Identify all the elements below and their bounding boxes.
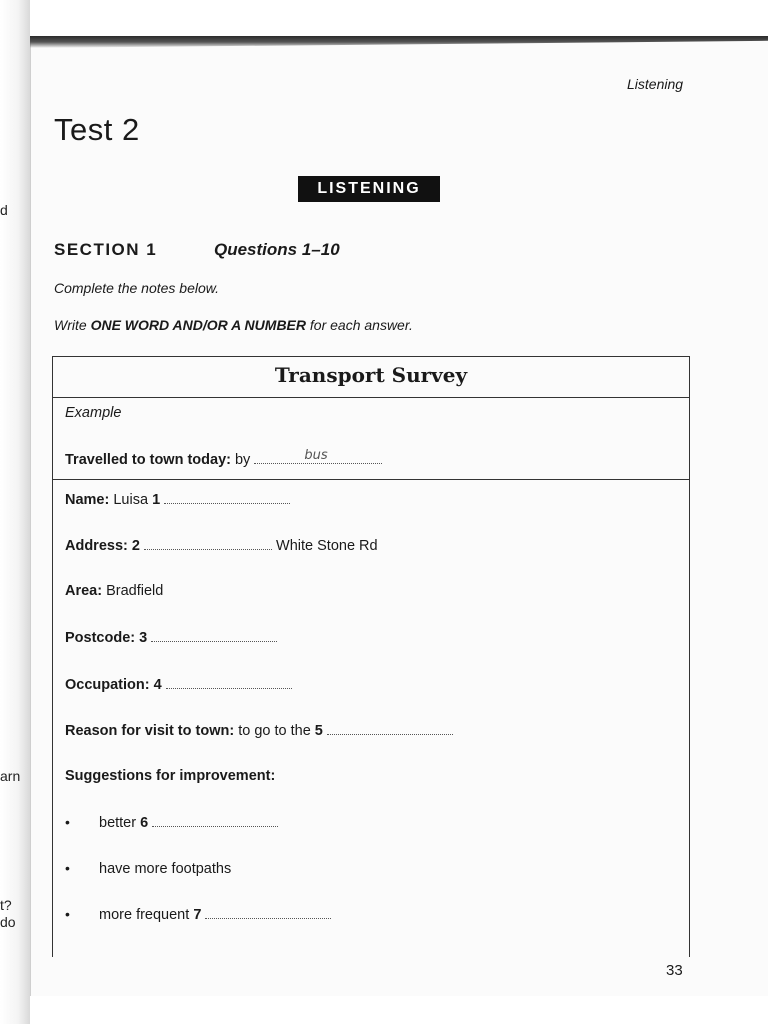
test-title: Test 2 xyxy=(54,112,140,147)
title-divider xyxy=(53,397,689,398)
suggestion-item: • more frequent 7 xyxy=(65,906,331,923)
question-number: 4 xyxy=(153,677,162,693)
answer-blank-3[interactable] xyxy=(151,629,277,642)
row-occupation: Occupation: 4 xyxy=(65,676,292,693)
suggestion-item: • better 6 xyxy=(65,814,278,831)
gutter-fragment: t? xyxy=(0,897,12,913)
answer-blank-5[interactable] xyxy=(327,722,453,735)
instruction-complete-notes: Complete the notes below. xyxy=(54,280,219,296)
example-label: Example xyxy=(65,405,122,421)
gutter-fragment: d xyxy=(0,202,8,218)
page-number: 33 xyxy=(666,962,683,979)
answer-blank-6[interactable] xyxy=(152,814,278,827)
bullet-icon: • xyxy=(65,860,70,876)
example-row: Travelled to town today: by bus xyxy=(65,451,382,468)
question-number: 2 xyxy=(131,538,140,554)
bullet-icon: • xyxy=(65,906,70,922)
gutter-fragment: arn xyxy=(0,768,21,784)
word-limit-emphasis: ONE WORD AND/OR A NUMBER xyxy=(90,317,306,333)
answer-blank-7[interactable] xyxy=(205,906,331,919)
row-suggestions: Suggestions for improvement: xyxy=(65,768,276,784)
answer-blank-2[interactable] xyxy=(144,537,272,550)
row-postcode: Postcode: 3 xyxy=(65,629,277,646)
bullet-icon: • xyxy=(65,814,70,830)
suggestion-item: • have more footpaths xyxy=(65,860,232,877)
question-number: 5 xyxy=(314,723,323,739)
question-number: 1 xyxy=(152,492,161,508)
question-number: 7 xyxy=(193,907,202,923)
questions-range: Questions 1–10 xyxy=(214,240,340,259)
row-reason: Reason for visit to town: to go to the 5 xyxy=(65,722,453,739)
row-name: Name: Luisa 1 xyxy=(65,491,290,508)
running-head: Listening xyxy=(627,76,684,92)
gutter-fragment: do xyxy=(0,914,16,930)
question-number: 6 xyxy=(140,815,149,831)
example-answer-blank xyxy=(254,448,382,464)
section-label: SECTION 1 xyxy=(54,240,158,259)
answer-blank-4[interactable] xyxy=(166,676,292,689)
row-area: Area: Bradfield xyxy=(65,583,164,599)
previous-page-edge xyxy=(0,0,30,1024)
example-divider xyxy=(53,479,689,480)
answer-blank-1[interactable] xyxy=(164,491,290,504)
row-address: Address: 2 White Stone Rd xyxy=(65,538,378,554)
instruction-word-limit: Write ONE WORD AND/OR A NUMBER for each answer. xyxy=(54,317,413,333)
transport-survey-box xyxy=(52,356,690,957)
listening-banner: LISTENING xyxy=(298,176,440,202)
survey-title: Transport Survey xyxy=(274,363,468,387)
question-number: 3 xyxy=(139,630,148,646)
example-answer: bus xyxy=(304,448,328,463)
